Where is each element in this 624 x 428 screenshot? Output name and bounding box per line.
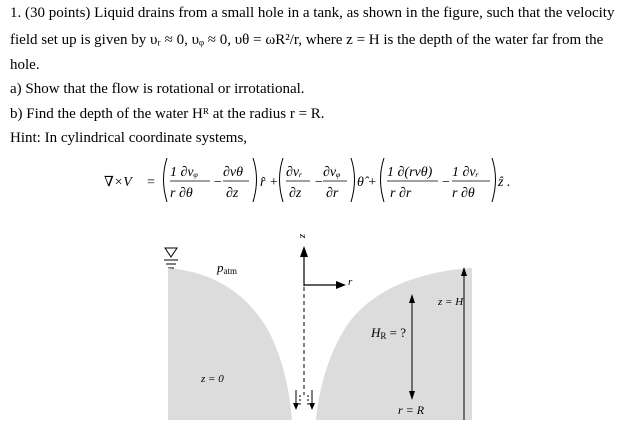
hint: Hint: In cylindrical coordinate systems,	[10, 130, 248, 146]
r-eq-r-label: r = R	[398, 403, 425, 417]
eq-lhs: ∇×V⃗ =	[104, 175, 156, 190]
eq-z-den: r ∂r	[390, 186, 412, 201]
water-left	[168, 268, 292, 420]
eq-z-den2: r ∂θ	[452, 186, 475, 201]
eq-z-unit: ẑ .	[498, 175, 511, 190]
eq-r-den2: ∂z	[226, 186, 239, 201]
hr-label: HR = ?	[371, 325, 407, 341]
r-axis-label: r	[348, 276, 353, 288]
z-eq-h-label: z = H	[438, 296, 464, 308]
eq-r-den: r ∂θ	[170, 186, 193, 201]
p-atm-label: patm	[217, 260, 237, 276]
eq-z-num: 1 ∂(rvθ)	[387, 165, 433, 180]
eq-r-num2: ∂vθ	[223, 165, 244, 180]
part-a: a) Show that the flow is rotational or irrotational.	[10, 81, 305, 97]
part-b: b) Find the depth of the water Hᴿ at the radius r = R.	[10, 106, 325, 122]
minus: −	[213, 175, 223, 190]
eq-t-num: ∂vᵣ	[286, 165, 303, 180]
minus: −	[314, 175, 324, 190]
problem-line-3: hole.	[10, 57, 40, 73]
problem-line-2: field set up is given by υᵣ ≈ 0, υᵩ ≈ 0, υθ = ωR²/r, where z = H is the depth of the water far from the	[10, 32, 604, 48]
minus: −	[441, 175, 451, 190]
eq-z-num2: 1 ∂vᵣ	[452, 165, 480, 180]
eq-t-num2: ∂vᵩ	[323, 165, 341, 180]
eq-r-unit: r̂ +	[260, 175, 279, 190]
z-axis-label: z	[297, 234, 309, 239]
z0-label: z = 0	[201, 373, 224, 385]
water-right	[316, 268, 472, 420]
eq-t-den2: ∂r	[326, 186, 339, 201]
r-arrowhead	[336, 281, 346, 289]
eq-t-unit: θ̂ +	[357, 175, 377, 190]
eq-t-den: ∂z	[289, 186, 302, 201]
z-arrowhead	[300, 246, 308, 257]
problem-line-1: 1. (30 points) Liquid drains from a small hole in a tank, as shown in the figure, such that the velocity	[10, 5, 615, 21]
eq-r-num: 1 ∂vᵩ	[170, 165, 198, 180]
water-surface-symbol	[164, 248, 178, 268]
